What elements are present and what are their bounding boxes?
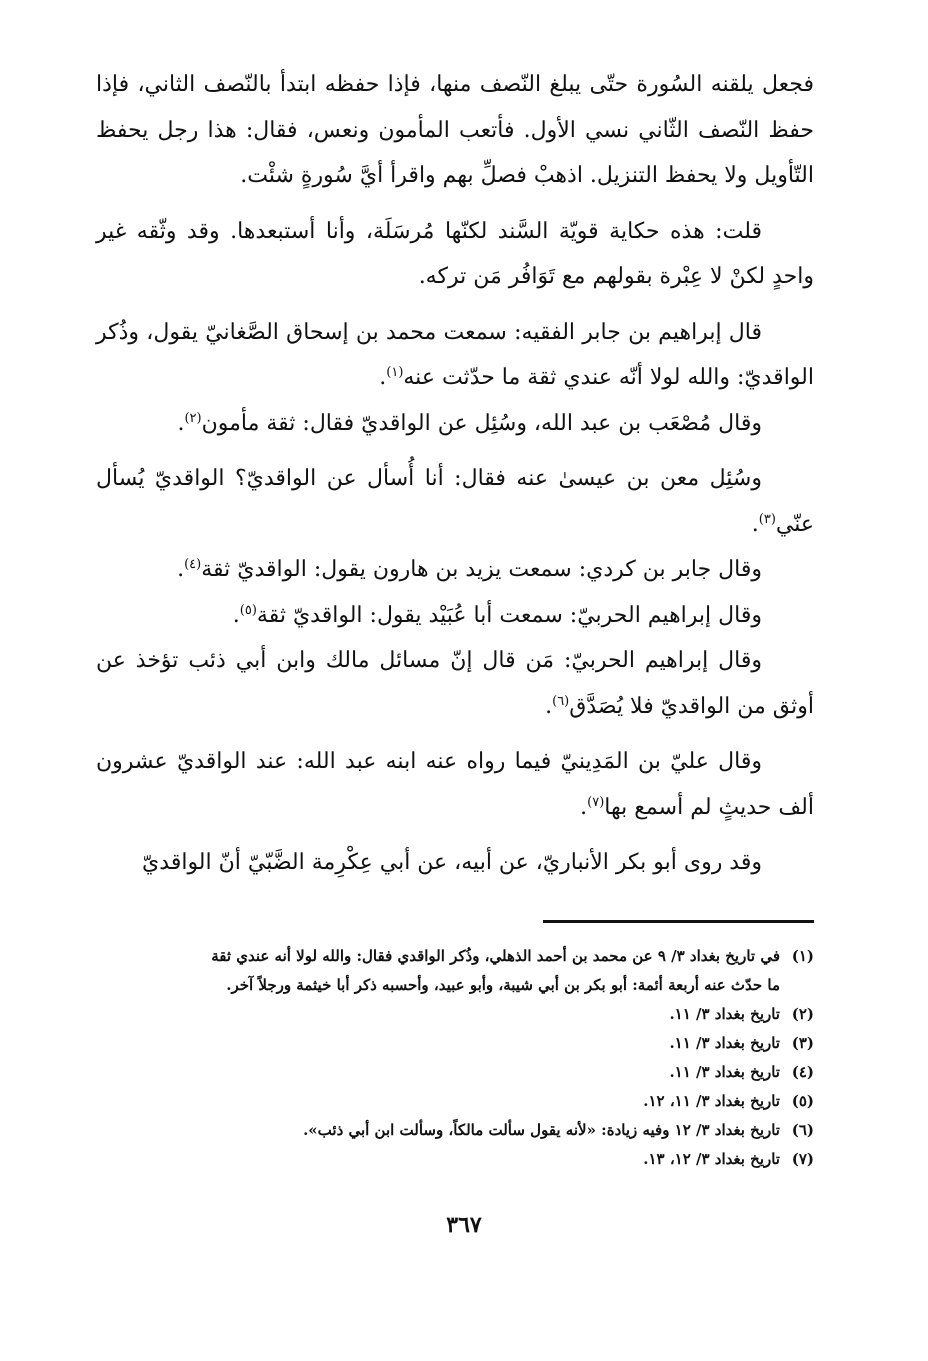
paragraph-text: وقال إبراهيم الحربيّ: سمعت أبا عُبَيْد يقول: الواقديّ ثقة: [256, 602, 762, 628]
footnote: [96, 1029, 814, 1058]
main-text: [96, 62, 814, 896]
footnote-number: (٤): [791, 1063, 814, 1081]
footnote-ref: (٦): [552, 693, 570, 709]
paragraph: وسُئِل معن بن عيسىٰ عنه فقال: أنا أُسأل عن الواقديّ؟ الواقديّ يُسأل عنّي$^{(٣)}$.: [96, 466, 814, 537]
paragraph: وقال مُصْعَب بن عبد الله، وسُئِل عن الواقديّ فقال: ثقة مأمون$^{(٢)}$.: [177, 410, 762, 436]
footnote-continuation: ما حدّث عنه أربعة أئمة: أبو بكر بن أبي شيبة، وأبو عبيد، وأحسبه ذكر أبا خيثمة ورجلاً آخر.: [226, 976, 780, 994]
paragraph-text: وقال عليّ بن المَدِينيّ فيما رواه عنه ابنه عبد الله: عند الواقديّ عشرون ألف حديثٍ لم أسمع بها: [96, 749, 814, 820]
footnote-number: (١): [791, 947, 814, 965]
paragraph-text: وقال إبراهيم الحربيّ: مَن قال إنّ مسائل مالك وابن أبي ذئب تؤخذ عن أوثق من الواقديّ فلا يُصَدَّق: [96, 648, 814, 719]
footnote-text: تاريخ بغداد ٣/ ١٢، ١٣.: [643, 1150, 780, 1168]
footnote-number: (٧): [791, 1150, 814, 1168]
footnote-ref: (٢): [184, 410, 202, 426]
footnote-divider: [543, 920, 814, 923]
paragraph-text: قال إبراهيم بن جابر الفقيه: سمعت محمد بن إسحاق الصَّغانيّ يقول، وذُكر الواقديّ: والله لولا أنّه عندي ثقة ما حدّثت عنه: [96, 319, 814, 390]
paragraph: وقال جابر بن كردي: سمعت يزيد بن هارون يقول: الواقديّ ثقة$^{(٤)}$.: [177, 557, 762, 582]
footnote-text: تاريخ بغداد ٣/ ١١.: [669, 1063, 780, 1081]
footnote-number: (٦): [791, 1121, 814, 1139]
paragraph-text: وسُئِل معن بن عيسىٰ عنه فقال: أنا أُسأل عن الواقديّ؟ الواقديّ يُسأل عنّي: [96, 466, 814, 537]
footnote-ref: (١): [386, 365, 404, 380]
footnote: [96, 1087, 814, 1116]
footnote-text: في تاريخ بغداد ٣/ ٩ عن محمد بن أحمد الذهلي، وذُكر الواقدي فقال: والله لولا أنه عندي ثقة: [211, 947, 780, 965]
paragraph: قال إبراهيم بن جابر الفقيه: سمعت محمد بن إسحاق الصَّغانيّ يقول، وذُكر الواقديّ: والله لولا أنّه عندي ثقة ما حدّثت عنه$^{(١)}$.: [96, 319, 814, 390]
page-number: ٣٦٧: [446, 1212, 482, 1238]
paragraph: فجعل يلقنه السُورة حتّى يبلغ النّصف منها، فإذا حفظه ابتدأ بالنّصف الثاني، فإذا حفظ النّصف الثّاني نسي الأول. فأتعب المأمون ونعس، فقال: هذا رجل يحفظ التّأويل ولا يحفظ التنزيل. اذهبْ فصلِّ بهم واقرأ أيَّ سُورةٍ شئْت.: [96, 72, 814, 188]
footnote-number: (٣): [791, 1034, 814, 1052]
footnote-ref: (٧): [587, 794, 605, 810]
paragraph-text: وقال جابر بن كردي: سمعت يزيد بن هارون يقول: الواقديّ ثقة: [201, 557, 762, 582]
footnote: [96, 1145, 814, 1174]
footnote-ref: (٥): [239, 602, 257, 618]
footnote-text: تاريخ بغداد ٣/ ١١.: [669, 1034, 780, 1052]
paragraph: قلت: هذه حكاية قويّة السَّند لكنّها مُرسَلَة، وأنا أستبعدها. وقد وثّقه غير واحدٍ لكنْ لا عِبْرة بقولهم مع تَوَافُر مَن تركه.: [96, 218, 814, 289]
footnote-number: (٥): [791, 1092, 814, 1110]
footnote-ref: (٤): [184, 557, 202, 572]
footnote: [96, 1058, 814, 1087]
footnotes: [96, 942, 814, 1174]
footnote: [96, 1116, 814, 1145]
paragraph: وقد روى أبو بكر الأنباريّ، عن أبيه، عن أبي عِكْرِمة الضَّبّيّ أنّ الواقديّ: [142, 850, 762, 875]
footnote-text: تاريخ بغداد ٣/ ١٢ وفيه زيادة: «لأنه يقول سألت مالكاً، وسألت ابن أبي ذئب».: [303, 1121, 780, 1139]
paragraph: وقال إبراهيم الحربيّ: مَن قال إنّ مسائل مالك وابن أبي ذئب تؤخذ عن أوثق من الواقديّ فلا يُصَدَّق$^{(٦)}$.: [96, 648, 814, 719]
paragraph: وقال إبراهيم الحربيّ: سمعت أبا عُبَيْد يقول: الواقديّ ثقة$^{(٥)}$.: [232, 602, 762, 628]
footnote-number: (٢): [791, 1005, 814, 1023]
footnote-ref: (٣): [758, 511, 776, 527]
footnote-text: تاريخ بغداد ٣/ ١١.: [669, 1005, 780, 1023]
footnote: [96, 942, 814, 971]
paragraph: وقال عليّ بن المَدِينيّ فيما رواه عنه ابنه عبد الله: عند الواقديّ عشرون ألف حديثٍ لم أسمع بها$^{(٧)}$.: [96, 749, 814, 820]
footnote-text: تاريخ بغداد ٣/ ١١، ١٢.: [643, 1092, 780, 1110]
paragraph-text: وقال مُصْعَب بن عبد الله، وسُئِل عن الواقديّ فقال: ثقة مأمون: [201, 410, 762, 436]
footnote: [96, 1000, 814, 1029]
